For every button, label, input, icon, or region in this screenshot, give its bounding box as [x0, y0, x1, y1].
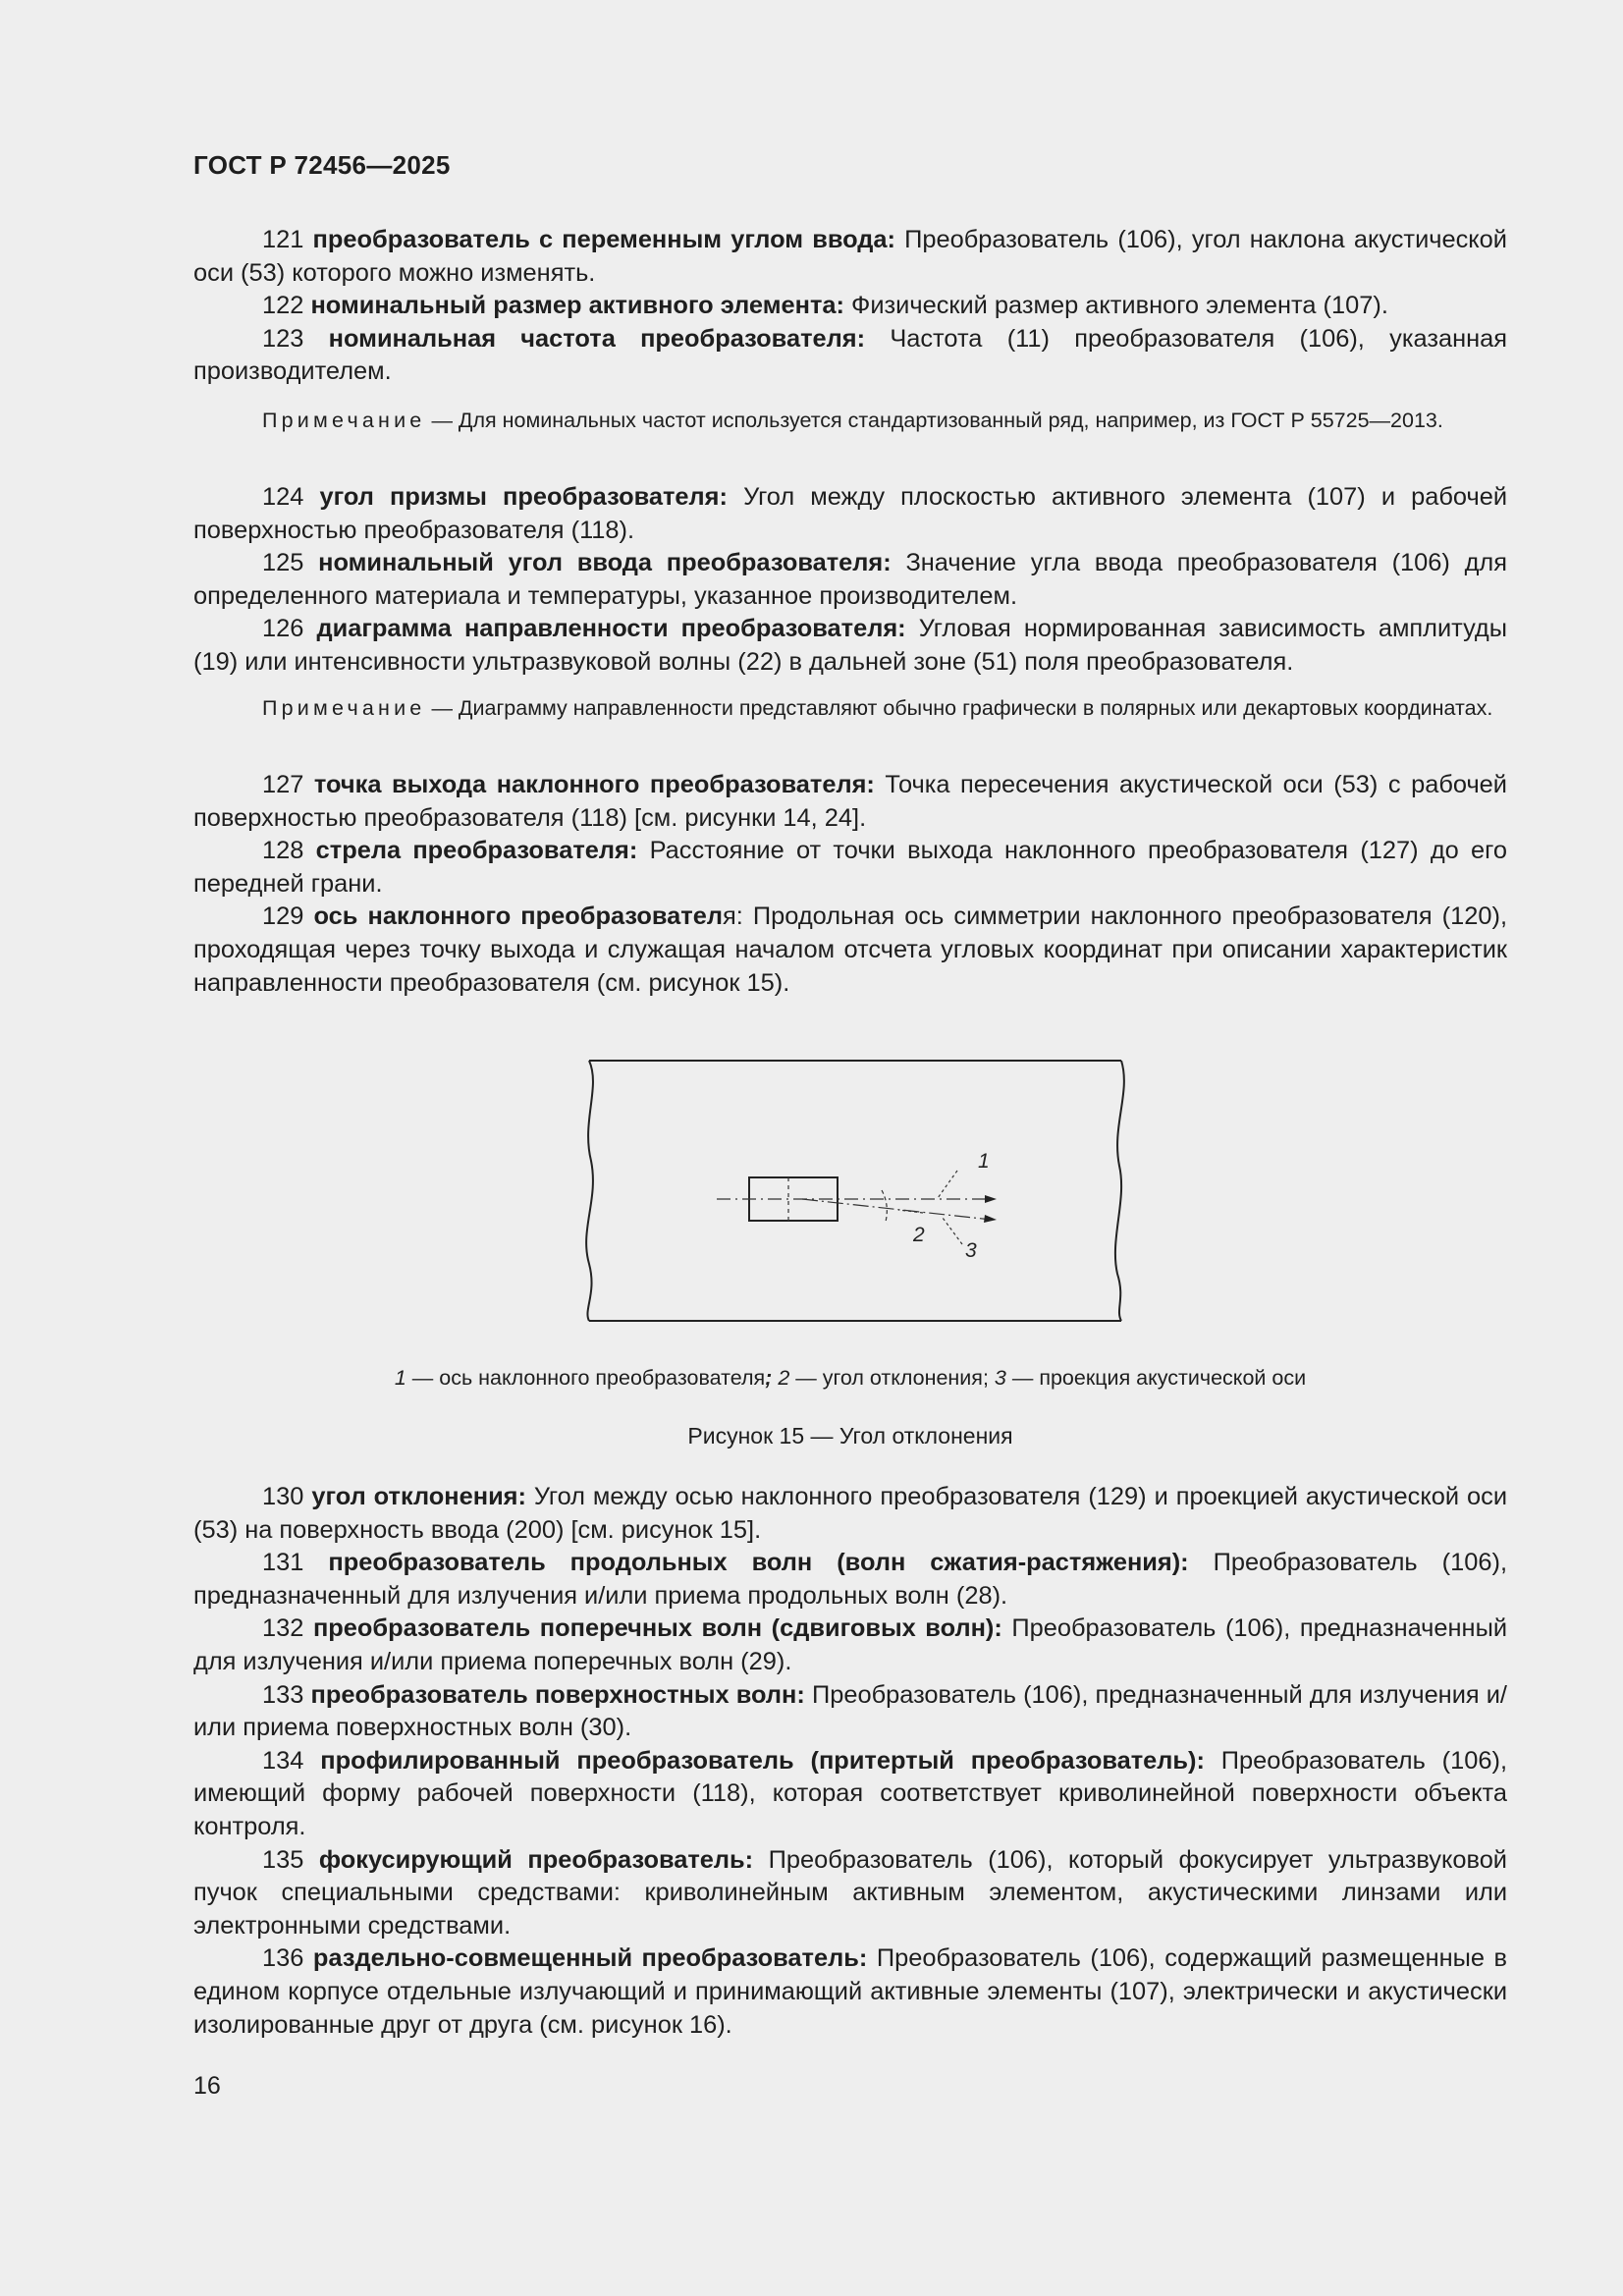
leader-1 — [938, 1171, 957, 1198]
terms-block-3 — [193, 769, 1507, 1000]
term-125: 125 номинальный угол ввода преобразователя: Значение угла ввода преобразователя (106) для определенного материала и температуры, указанное производителем. — [193, 549, 1507, 610]
term-127: 127 точка выхода наклонного преобразователя: Точка пересечения акустической оси (53) с рабочей поверхностью преобразователя (118) [см. рисунки 14, 24]. — [193, 771, 1507, 832]
note-text: — Диаграмму направленности представляют обычно графически в полярных или декартовых координатах. — [431, 696, 1493, 720]
note-2 — [193, 693, 1507, 723]
page-number: 16 — [193, 2072, 221, 2100]
term-128: 128 стрела преобразователя: Расстояние от точки выхода наклонного преобразователя (127) до его передней грани. — [193, 837, 1507, 898]
terms-block-1 — [193, 224, 1507, 389]
figure-legend: 1 — ось наклонного преобразователя; 2 — угол отклонения; 3 — проекция акустической оси — [394, 1366, 1307, 1390]
terms-block-2 — [193, 481, 1507, 680]
term-122: 122 номинальный размер активного элемента: Физический размер активного элемента (107). — [262, 292, 1388, 320]
term-135: 135 фокусирующий преобразователь: Преобразователь (106), который фокусирует ультразвуковой пучок специальными средствами: криволинейным активным элементом, акустическими линзами или электронными средствами. — [193, 1845, 1507, 1940]
deflection-arc — [882, 1190, 887, 1222]
figure-15 — [579, 1053, 1129, 1338]
term-129: 129 ось наклонного преобразователя: Продольная ось симметрии наклонного преобразователя (120), проходящая через точку выхода и служащая началом отсчета угловых координат при описании характеристик направленности преобразователя (см. рисунок 15). — [193, 902, 1507, 997]
projection-arrowhead — [984, 1215, 997, 1223]
term-126: 126 диаграмма направленности преобразователя: Угловая нормированная зависимость амплитуды (19) или интенсивности ультразвуковой волны (22) в дальней зоне (51) поля преобразователя. — [193, 615, 1507, 676]
note-label: Примечание — [262, 409, 426, 432]
deflection-angle-diagram — [579, 1053, 1129, 1338]
term-121: 121 преобразователь с переменным углом ввода: Преобразователь (106), угол наклона акустической оси (53) которого можно изменять. — [193, 226, 1507, 287]
leader-3 — [943, 1218, 962, 1244]
label-3: 3 — [965, 1239, 977, 1262]
terms-block-4 — [193, 1481, 1507, 2042]
term-131: 131 преобразователь продольных волн (волн сжатия-растяжения): Преобразователь (106), предназначенный для излучения и/или приема продольных волн (28). — [193, 1549, 1507, 1610]
figure-caption: Рисунок 15 — Угол отклонения — [687, 1423, 1013, 1449]
label-2: 2 — [913, 1224, 925, 1246]
term-136: 136 раздельно-совмещенный преобразователь: Преобразователь (106), содержащий размещенные в едином корпусе отдельные излучающий и принимающий активные элементы (107), электрически и акустически изолированные друг от друга (см. рисунок 16). — [193, 1944, 1507, 2039]
term-132: 132 преобразователь поперечных волн (сдвиговых волн): Преобразователь (106), предназначенный для излучения и/или приема поперечных волн (29). — [193, 1614, 1507, 1675]
acoustic-axis-projection — [802, 1199, 992, 1220]
term-133: 133 преобразователь поверхностных волн: Преобразователь (106), предназначенный для излучения и/или приема поверхностных волн (30). — [193, 1680, 1507, 1742]
label-1: 1 — [978, 1150, 990, 1173]
right-break-line — [1115, 1061, 1124, 1321]
left-break-line — [586, 1061, 593, 1321]
axis-arrowhead — [985, 1195, 997, 1203]
term-134: 134 профилированный преобразователь (притертый преобразователь): Преобразователь (106), имеющий форму рабочей поверхности (118), которая соответствует криволинейной поверхности объекта контроля. — [193, 1746, 1507, 1840]
term-124: 124 угол призмы преобразователя: Угол между плоскостью активного элемента (107) и рабочей поверхностью преобразователя (118). — [193, 483, 1507, 544]
term-130: 130 угол отклонения: Угол между осью наклонного преобразователя (129) и проекцией акустической оси (53) на поверхность ввода (200) [см. рисунок 15]. — [193, 1483, 1508, 1544]
note-text: — Для номинальных частот используется стандартизованный ряд, например, из ГОСТ Р 55725—2013. — [431, 409, 1443, 432]
note-label: Примечание — [262, 696, 426, 720]
term-123: 123 номинальная частота преобразователя: Частота (11) преобразователя (106), указанная производителем. — [193, 324, 1508, 386]
note-1 — [193, 406, 1507, 435]
document-header: ГОСТ Р 72456—2025 — [193, 150, 451, 180]
